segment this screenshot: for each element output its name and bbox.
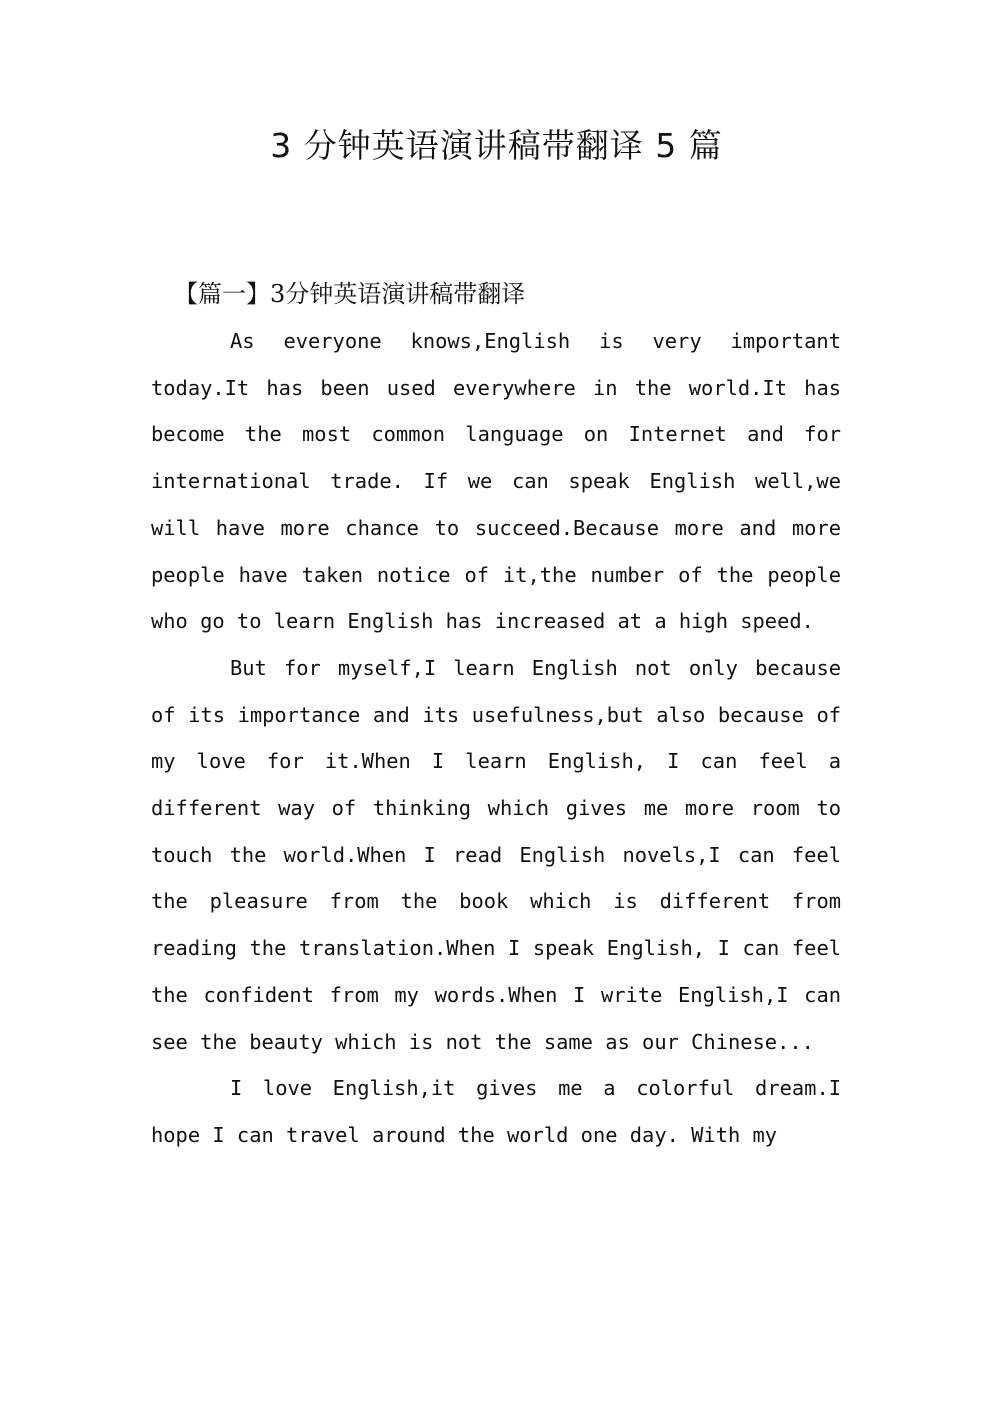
document-title: 3 分钟英语演讲稿带翻译 5 篇: [270, 126, 723, 165]
section-heading: 【篇一】3分钟英语演讲稿带翻译: [174, 280, 526, 308]
paragraph-2: But for myself,I learn English not only because of its importance and its usefulness,but also because of my love for it.When I learn English, I can feel a different way of thinking which gives me more room to touch the world.When I read English novels,I can feel the pleasure from the book which is different from reading the translation.When I speak English, I can feel the confident from my words.When I write English,I can see the beauty which is not the same as our Chinese...: [151, 655, 841, 1054]
document-body: [151, 318, 841, 1159]
paragraph-3: I love English,it gives me a colorful dream.I hope I can travel around the world one day. With my: [151, 1076, 841, 1147]
paragraph-1: As everyone knows,English is very important today.It has been used everywhere in the world.It has become the most common language on Internet and for international trade. If we can speak English well,we will have more chance to succeed.Because more and more people have taken notice of it,the number of the people who go to learn English has increased at a high speed.: [151, 329, 841, 634]
